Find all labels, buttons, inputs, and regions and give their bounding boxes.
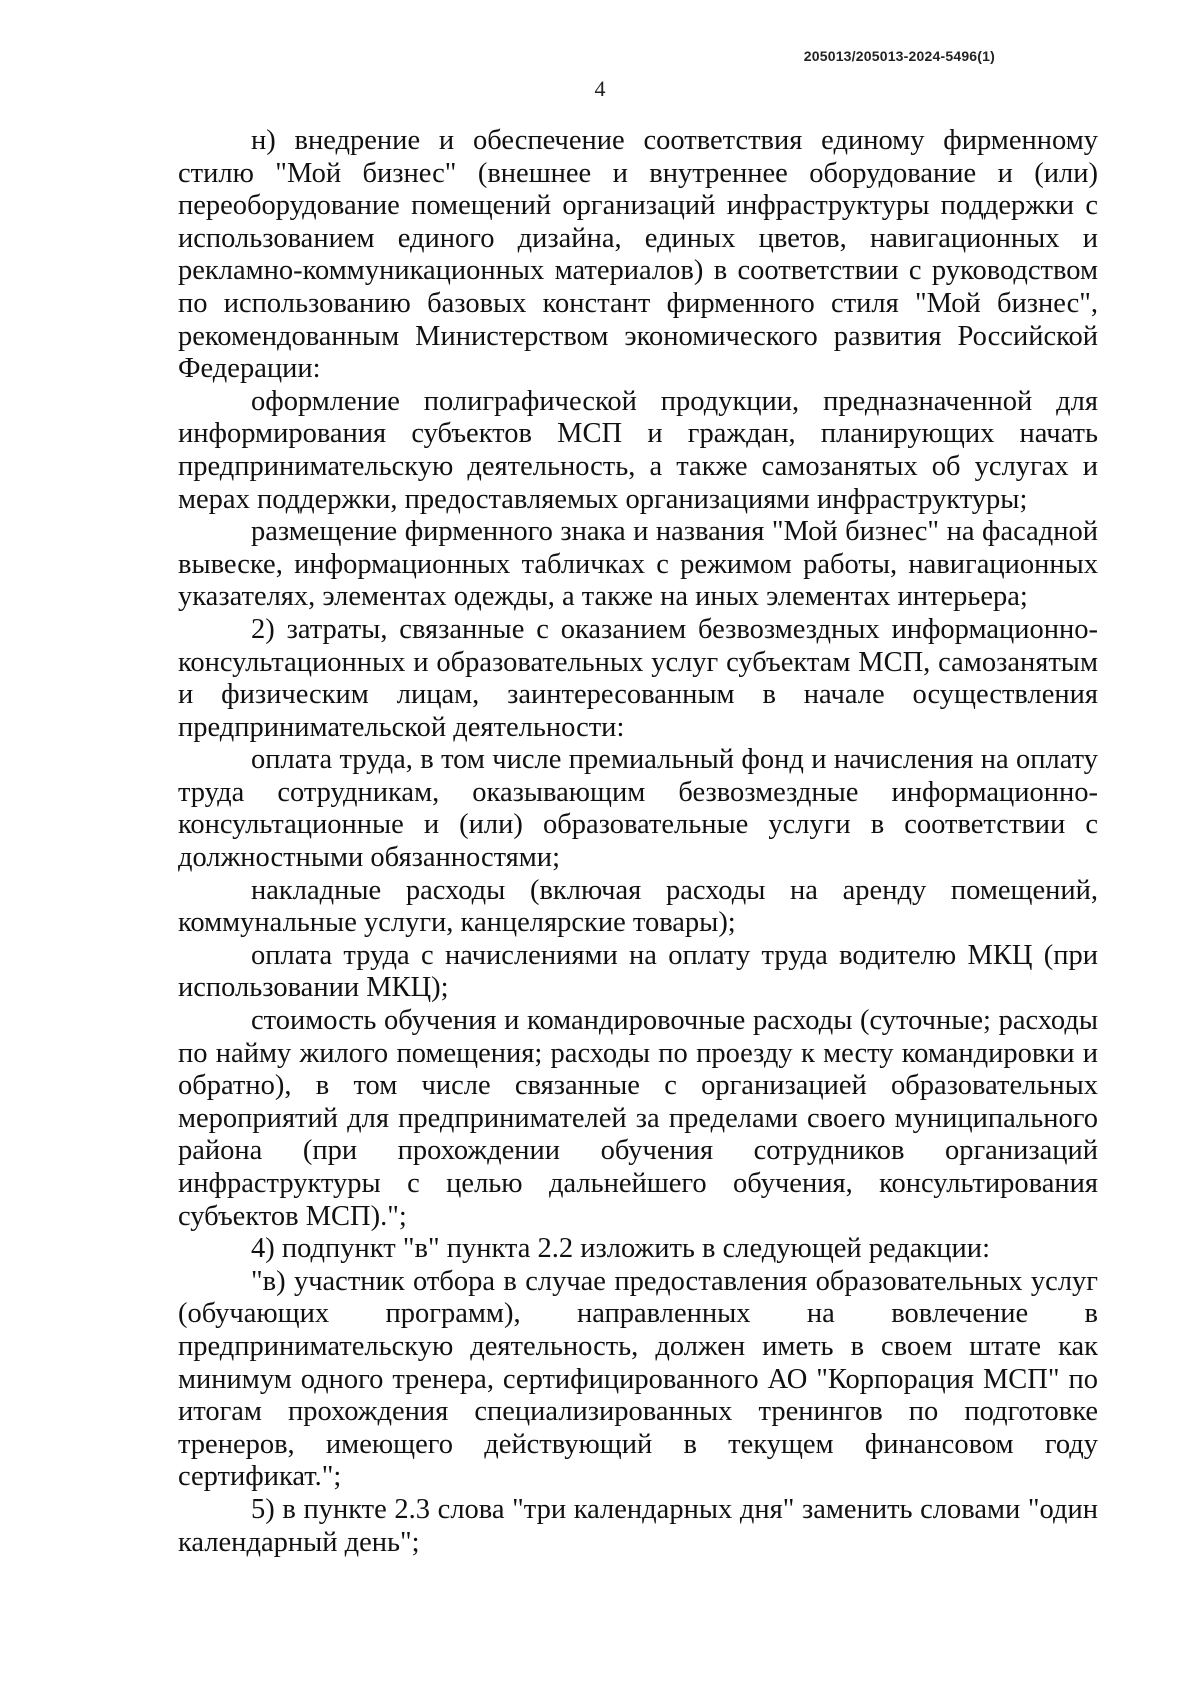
paragraph-item-4-subclause: 4) подпункт "в" пункта 2.2 изложить в следующей редакции: (251, 1233, 990, 1265)
paragraph-subclause-v-text: "в) участник отбора в случае предоставления образовательных услуг (обучающих программ), направленных на вовлечение в предпринимательскую деятельность, должен иметь в своем штате как минимум одного тренера, сертифицированного АО "Корпорация МСП" по итогам прохождения специализированных тренингов по подготовке тренеров, имеющего действующий в текущем финансовом году сертификат."; (178, 1265, 1098, 1493)
paragraph-driver-salary: оплата труда с начислениями на оплату труда водителю МКЦ (при использовании МКЦ); (178, 939, 1098, 1004)
paragraph-training-travel-costs: стоимость обучения и командировочные расходы (суточные; расходы по найму жилого помещения; расходы по проезду к месту командировки и обратно), в том числе связанные с организацией образовательных мероприятий для предпринимателей за пределами своего муниципального района (при прохождении обучения сотрудников организаций инфраструктуры с целью дальнейшего обучения, консультирования субъектов МСП)."; (178, 1005, 1098, 1232)
document-body (178, 125, 1098, 1559)
paragraph-overhead-costs: накладные расходы (включая расходы на аренду помещений, коммунальные услуги, канцелярские товары); (178, 874, 1098, 939)
paragraph-printed-products: оформление полиграфической продукции, предназначенной для информирования субъектов МСП и граждан, планирующих начать предпринимательскую деятельность, а также самозанятых об услугах и мерах поддержки, предоставляемых организациями инфраструктуры; (178, 385, 1098, 515)
paragraph-staff-salary: оплата труда, в том числе премиальный фонд и начисления на оплату труда сотрудникам, оказывающим безвозмездные информационно-консультационные и (или) образовательные услуги в соответствии с должностными обязанностями; (178, 744, 1098, 874)
paragraph-item-5-clause-2-3: 5) в пункте 2.3 слова "три календарных дня" заменить словами "один календарный день"; (178, 1493, 1098, 1558)
paragraph-brand-sign-placement: размещение фирменного знака и названия "Мой бизнес" на фасадной вывеске, информационных табличках с режимом работы, навигационных указателях, элементах одежды, а также на иных элементах интерьера; (178, 516, 1098, 613)
paragraph-item-2-consulting-costs: 2) затраты, связанные с оказанием безвозмездных информационно-консультационных и образовательных услуг субъектам МСП, самозанятым и физическим лицам, заинтересованным в начале осуществления предпринимательской деятельности: (178, 613, 1098, 743)
paragraph-item-n-brand-style: н) внедрение и обеспечение соответствия единому фирменному стилю "Мой бизнес" (внешнее и внутреннее оборудование и (или) переоборудование помещений организаций инфраструктуры поддержки с использованием единого дизайна, единых цветов, навигационных и рекламно-коммуникационных материалов) в соответствии с руководством по использованию базовых констант фирменного стиля "Мой бизнес", рекомендованным Министерством экономического развития Российской Федерации: (178, 125, 1098, 385)
page-number: 4 (594, 76, 606, 101)
document-registration-number: 205013/205013-2024-5496(1) (803, 48, 995, 64)
